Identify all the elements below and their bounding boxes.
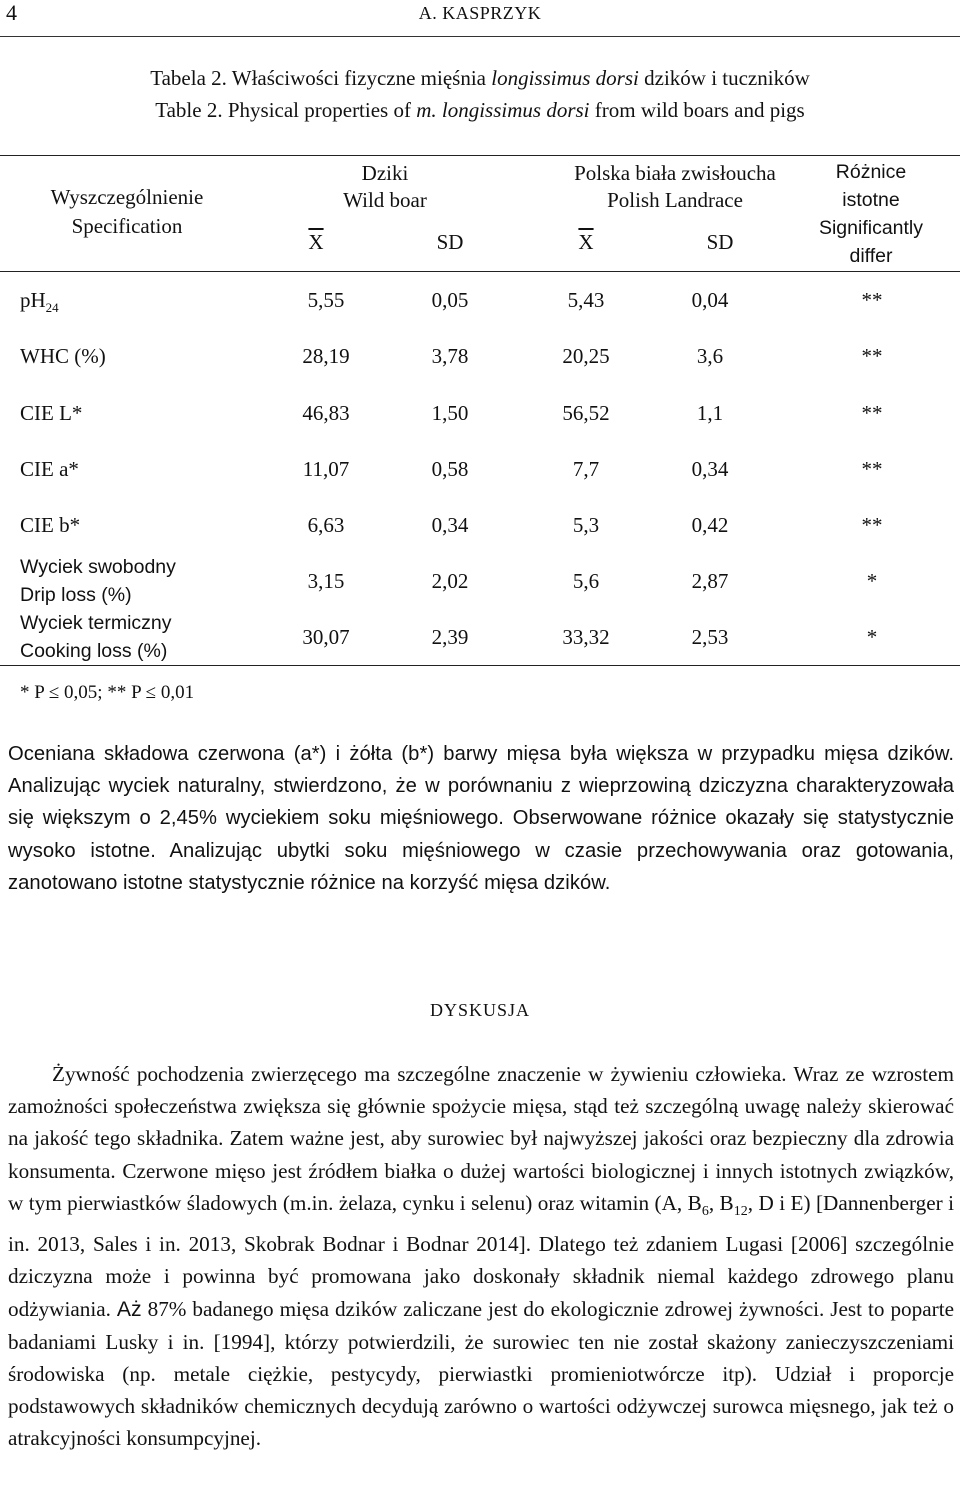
row-label: $pH_{24}$ — [20, 288, 59, 316]
header-diff-pl1: Różnice — [835, 161, 907, 183]
row-label: CIE L* — [20, 401, 83, 425]
row-label-en: Cooking loss (%) — [20, 640, 168, 662]
cell-mean2: 20,25 — [562, 344, 610, 368]
cell-sd2: 1,1 — [696, 401, 724, 425]
cell-sd2: 2,53 — [691, 625, 729, 649]
cell-sd1: 2,39 — [431, 625, 469, 649]
cell-mean2: 5,43 — [567, 288, 605, 312]
header-group1-pl: Dziki — [361, 161, 409, 185]
header-sd1: SD — [436, 230, 464, 254]
table-header-rule — [0, 271, 960, 272]
cell-mean1: 28,19 — [302, 344, 350, 368]
cell-significance: * — [866, 569, 878, 593]
cell-mean2: 5,3 — [572, 513, 600, 537]
table-caption-polish: Tabela 2. Właściwości fizyczne mięśnia longissimus dorsi dzików i tuczników — [150, 66, 810, 90]
header-mean2: $\overline{X}$ — [578, 230, 594, 254]
row-label: CIE a* — [20, 457, 79, 481]
header-spec-pl: Wyszczególnienie — [50, 185, 204, 209]
cell-mean1: 30,07 — [302, 625, 350, 649]
cell-mean1: 6,63 — [307, 513, 345, 537]
cell-sd2: 0,42 — [691, 513, 729, 537]
header-group2-en: Polish Landrace — [607, 188, 743, 212]
cell-sd2: 0,34 — [691, 457, 729, 481]
cell-mean2: 5,6 — [572, 569, 600, 593]
cell-significance: ** — [861, 288, 883, 312]
page-number: 4 — [6, 0, 17, 25]
cell-sd1: 1,50 — [431, 401, 469, 425]
cell-mean2: 33,32 — [562, 625, 610, 649]
cell-significance: * — [866, 625, 878, 649]
header-group2-pl: Polska biała zwisłoucha — [574, 161, 776, 185]
header-spec-en: Specification — [71, 214, 183, 238]
table-bottom-rule — [0, 665, 960, 666]
cell-sd1: 2,02 — [431, 569, 469, 593]
cell-mean1: 5,55 — [307, 288, 345, 312]
page-header — [0, 0, 960, 37]
cell-mean1: 3,15 — [307, 569, 345, 593]
row-label-pl: Wyciek termiczny — [20, 612, 172, 634]
cell-sd1: 0,34 — [431, 513, 469, 537]
header-sd2: SD — [706, 230, 734, 254]
cell-sd1: 3,78 — [431, 344, 469, 368]
cell-significance: ** — [861, 344, 883, 368]
cell-significance: ** — [861, 401, 883, 425]
header-diff-en1: Significantly — [818, 217, 924, 239]
row-label: WHC (%) — [20, 344, 106, 368]
cell-mean2: 7,7 — [572, 457, 600, 481]
table-footnote: * P ≤ 0,05; ** P ≤ 0,01 — [20, 682, 195, 703]
cell-sd2: 2,87 — [691, 569, 729, 593]
cell-significance: ** — [861, 513, 883, 537]
header-group1-en: Wild boar — [343, 188, 427, 212]
cell-sd2: 0,04 — [691, 288, 729, 312]
cell-significance: ** — [861, 457, 883, 481]
table-caption-english: Table 2. Physical properties of m. longissimus dorsi from wild boars and pigs — [155, 98, 805, 122]
results-paragraph: Oceniana składowa czerwona (a*) i żółta (b*) barwy mięsa była większa w przypadku mięsa dzików. Analizując wyciek naturalny, stwierdzono, że w porównaniu z wieprzowiną dziczyzna charakteryzowała się większym o 2,45% wyciekiem soku mięśniowego. Obserwowane różnice okazały się statystycznie wysoko istotne. Analizując ubytki soku mięśniowego w czasie przechowywania oraz gotowania, zanotowano istotne statystycznie różnice na korzyść mięsa dzików. — [8, 743, 954, 894]
running-head: A. KASPRZYK — [418, 3, 542, 23]
cell-sd1: 0,58 — [431, 457, 469, 481]
cell-sd2: 3,6 — [696, 344, 724, 368]
cell-mean2: 56,52 — [562, 401, 610, 425]
header-diff-en2: differ — [849, 245, 893, 267]
row-label-en: Drip loss (%) — [20, 584, 132, 606]
section-title: DYSKUSJA — [429, 1000, 531, 1020]
table-top-rule — [0, 155, 960, 156]
header-mean1: $\overline{X}$ — [308, 230, 324, 254]
row-label-pl: Wyciek swobodny — [20, 556, 176, 578]
cell-sd1: 0,05 — [431, 288, 469, 312]
cell-mean1: 46,83 — [302, 401, 350, 425]
row-label: CIE b* — [20, 513, 81, 537]
cell-mean1: 11,07 — [302, 457, 350, 481]
header-diff-pl2: istotne — [842, 189, 900, 211]
discussion-paragraph: Żywność pochodzenia zwierzęcego ma szczególne znaczenie w żywieniu człowieka. Wraz ze wzrostem zamożności społeczeństwa zwiększa się głównie spożycie mięsa, stąd też szczególną uwagę należy skierować na jakość tego składnika. Zatem ważne jest, aby surowiec był najwyższej jakości oraz bezpieczny dla zdrowia konsumenta. Czerwone mięso jest źródłem białka o dużej wartości biologicznej i innych istotnych związków, w tym pierwiastków śladowych (m.in. żelaza, cynku i selenu) oraz witamin (A, $B_6$, $B_{12}$, D i E) [Dannenberger i in. 2013, Sales i in. 2013, Skobrak Bodnar i Bodnar 2014]. Dlatego też zdaniem Lugasi [2006] szczególnie dziczyzna może i powinna być promowana jako doskonały składnik niemal każdego zdrowego planu odżywiania. Aż 87% badanego mięsa dzików zaliczane jest do ekologicznie zdrowej żywności. Jest to poparte badaniami Lusky i in. [1994], którzy potwierdzili, że surowiec ten nie został skażony zanieczyszczeniami środowiska (np. metale ciężkie, pestycydy, pierwiastki promieniotwórcze itp). Udział i proporcje podstawowych składników chemicznych decydują zarówno o wartości odżywczej surowca mięsnego, jak też o atrakcyjności konsumpcyjnej. — [8, 1062, 955, 1451]
